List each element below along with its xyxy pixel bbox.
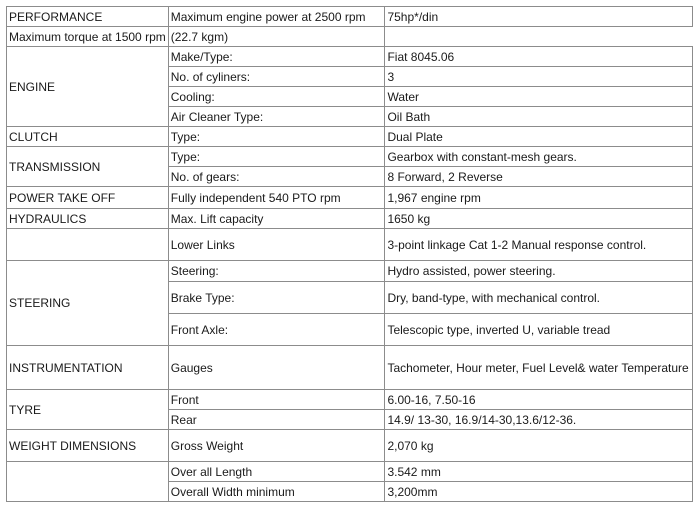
value-cell: Gearbox with constant-mesh gears. (385, 147, 693, 167)
parameter-cell: Type: (168, 147, 385, 167)
table-row (7, 430, 693, 462)
parameter-cell: No. of cyliners: (168, 67, 385, 87)
parameter-cell: Max. Lift capacity (168, 209, 385, 229)
value-cell: 75hp*/din (385, 7, 693, 27)
table-row (7, 462, 693, 482)
parameter-cell: Overall Width minimum (168, 482, 385, 502)
spec-table-container (6, 6, 693, 502)
table-row (7, 390, 693, 410)
section-cell (7, 229, 169, 261)
parameter-cell: Fully independent 540 PTO rpm (168, 187, 385, 209)
section-cell: ENGINE (7, 47, 169, 127)
value-cell: (22.7 kgm) (168, 27, 385, 47)
section-cell: PERFORMANCE (7, 7, 169, 27)
table-row (7, 346, 693, 390)
parameter-cell: Gauges (168, 346, 385, 390)
parameter-cell: Brake Type: (168, 282, 385, 314)
parameter-cell: Maximum torque at 1500 rpm (7, 27, 169, 47)
parameter-cell: Maximum engine power at 2500 rpm (168, 7, 385, 27)
section-cell: WEIGHT DIMENSIONS (7, 430, 169, 462)
section-cell (7, 462, 169, 502)
table-row (7, 27, 693, 47)
parameter-cell: Air Cleaner Type: (168, 107, 385, 127)
table-row (7, 47, 693, 67)
parameter-cell: Rear (168, 410, 385, 430)
section-cell: STEERING (7, 261, 169, 346)
value-cell: Dry, band-type, with mechanical control. (385, 282, 693, 314)
table-row (7, 147, 693, 167)
value-cell: Water (385, 87, 693, 107)
value-cell: 6.00-16, 7.50-16 (385, 390, 693, 410)
tractor-spec-table (6, 6, 693, 502)
value-cell: 2,070 kg (385, 430, 693, 462)
parameter-cell: Gross Weight (168, 430, 385, 462)
parameter-cell: Lower Links (168, 229, 385, 261)
section-cell: CLUTCH (7, 127, 169, 147)
table-row (7, 229, 693, 261)
spec-table-body (7, 7, 693, 502)
section-cell: POWER TAKE OFF (7, 187, 169, 209)
table-row (7, 209, 693, 229)
value-cell: 14.9/ 13-30, 16.9/14-30,13.6/12-36. (385, 410, 693, 430)
value-cell: Telescopic type, inverted U, variable tread (385, 314, 693, 346)
parameter-cell: No. of gears: (168, 167, 385, 187)
section-cell: TRANSMISSION (7, 147, 169, 187)
section-cell: HYDRAULICS (7, 209, 169, 229)
value-cell: Fiat 8045.06 (385, 47, 693, 67)
value-cell: 8 Forward, 2 Reverse (385, 167, 693, 187)
parameter-cell: Steering: (168, 261, 385, 282)
value-cell: Hydro assisted, power steering. (385, 261, 693, 282)
value-cell: Dual Plate (385, 127, 693, 147)
table-row (7, 7, 693, 27)
section-cell: INSTRUMENTATION (7, 346, 169, 390)
parameter-cell: Over all Length (168, 462, 385, 482)
parameter-cell: Front Axle: (168, 314, 385, 346)
table-row (7, 127, 693, 147)
value-cell: 1,967 engine rpm (385, 187, 693, 209)
value-cell: Tachometer, Hour meter, Fuel Level& water Temperature (385, 346, 693, 390)
value-cell: Oil Bath (385, 107, 693, 127)
value-cell: 3.542 mm (385, 462, 693, 482)
value-cell: 3,200mm (385, 482, 693, 502)
parameter-cell: Cooling: (168, 87, 385, 107)
table-row (7, 187, 693, 209)
parameter-cell: Front (168, 390, 385, 410)
value-cell: 3-point linkage Cat 1-2 Manual response control. (385, 229, 693, 261)
value-cell: 1650 kg (385, 209, 693, 229)
parameter-cell: Type: (168, 127, 385, 147)
parameter-cell: Make/Type: (168, 47, 385, 67)
value-cell: 3 (385, 67, 693, 87)
table-row (7, 261, 693, 282)
section-cell: TYRE (7, 390, 169, 430)
